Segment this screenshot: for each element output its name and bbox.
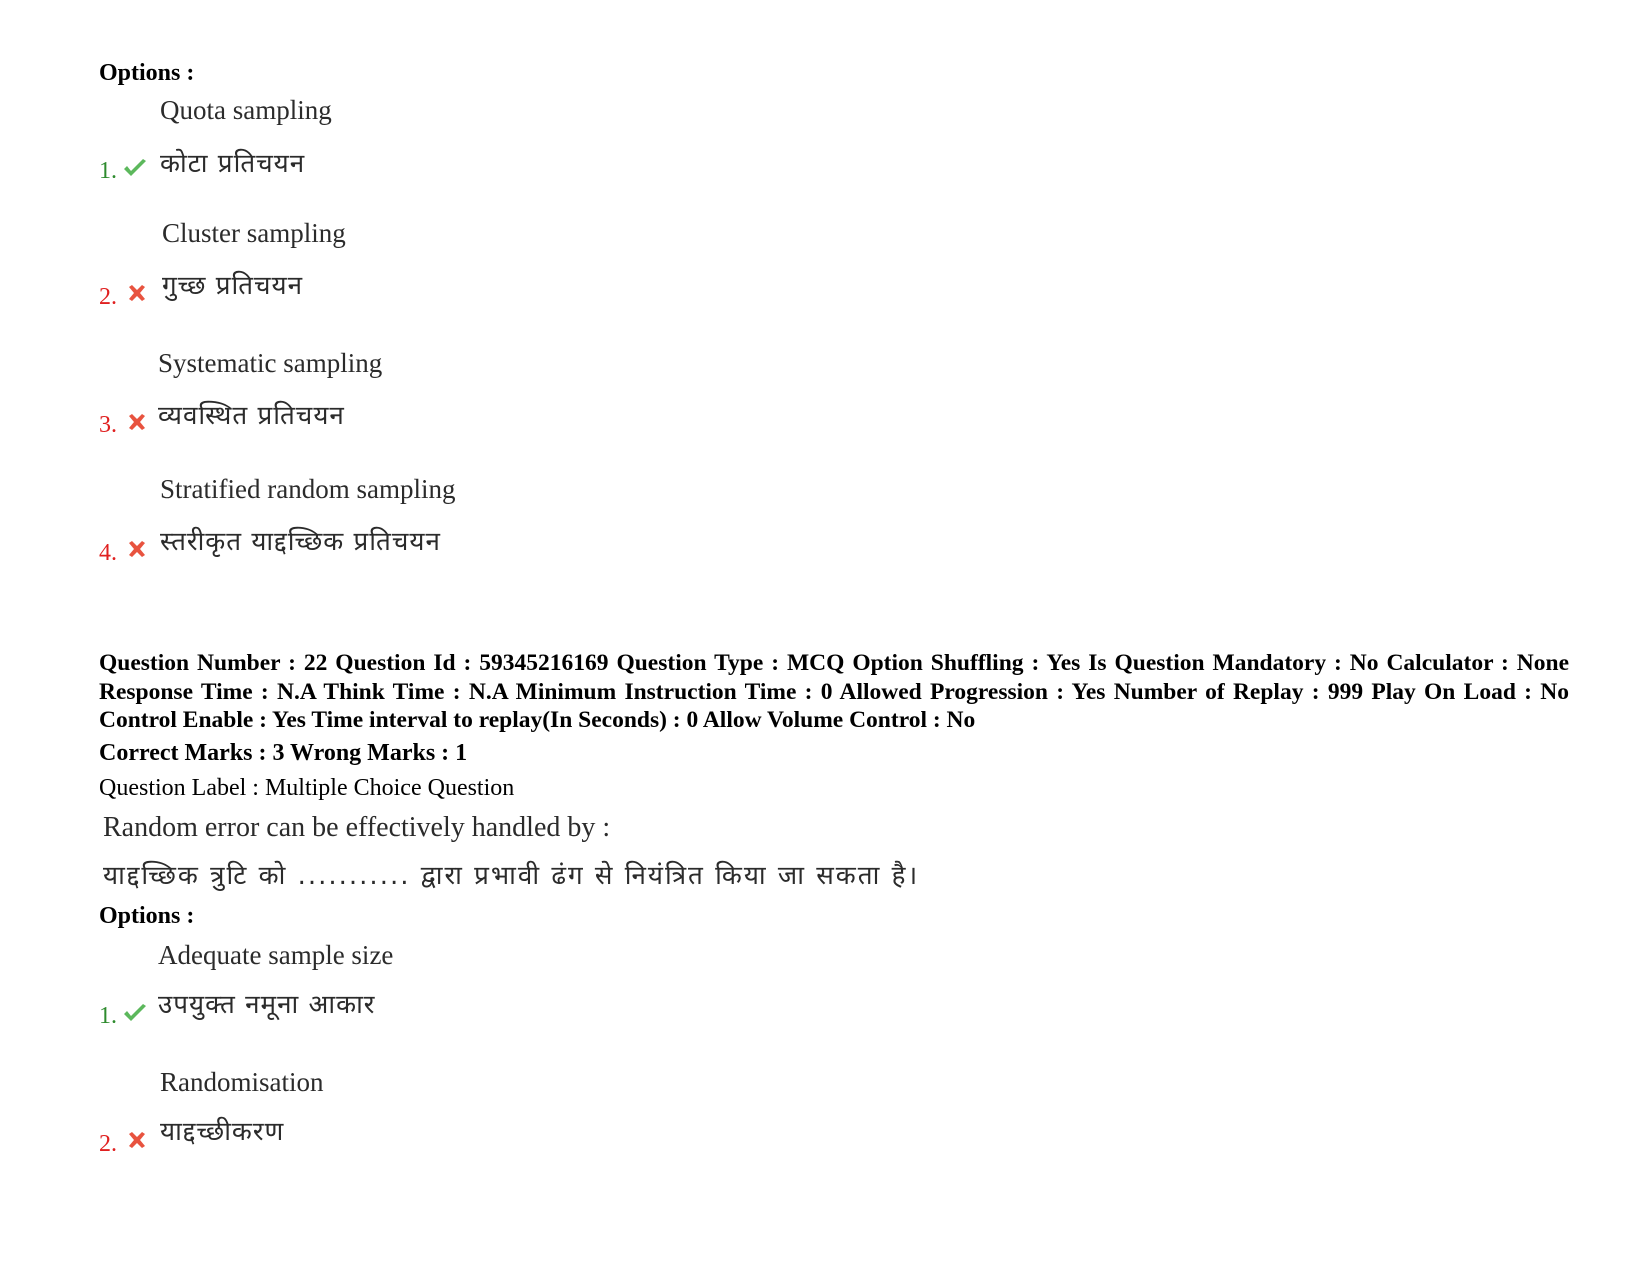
option-hindi-text: व्यवस्थित प्रतिचयन <box>158 401 345 431</box>
options-heading-prev: Options : <box>99 60 195 86</box>
option-english-text: Stratified random sampling <box>160 474 456 504</box>
option-number: 2. <box>99 284 117 310</box>
option-english-text: Systematic sampling <box>158 348 383 378</box>
marks-info: Correct Marks : 3 Wrong Marks : 1 <box>99 740 468 766</box>
option-number: 2. <box>99 1131 117 1157</box>
option-hindi-text: कोटा प्रतिचयन <box>160 149 306 179</box>
question-text-english: Random error can be effectively handled by : <box>103 812 611 843</box>
option-hindi-text: स्तरीकृत याद्दच्छिक प्रतिचयन <box>160 527 441 557</box>
check-icon <box>122 157 148 179</box>
cross-icon <box>124 539 150 561</box>
check-icon <box>122 1002 148 1024</box>
question-text-hindi: याद्दच्छिक त्रुटि को ........... द्वारा प्रभावी ढंग से नियंत्रित किया जा सकता है। <box>103 861 920 891</box>
option-number: 1. <box>99 1003 117 1029</box>
option-english-text: Randomisation <box>160 1067 324 1097</box>
cross-icon <box>124 412 150 434</box>
cross-icon <box>124 1130 150 1152</box>
option-english-text: Cluster sampling <box>162 218 346 248</box>
option-hindi-text: याद्दच्छीकरण <box>160 1117 285 1147</box>
option-number: 1. <box>99 158 117 184</box>
option-number: 3. <box>99 412 117 438</box>
question-meta: Question Number : 22 Question Id : 59345216169 Question Type : MCQ Option Shuffling : Yes Is Question Mandatory : No Calculator : None Response Time : N.A Think Time : N.A Minimum Instruction Time : 0 Allowed Progression : Yes Number of Replay : 999 Play On Load : No Control Enable : Yes Time interval to replay(In Seconds) : 0 Allow Volume Control : No <box>99 650 1569 733</box>
option-hindi-text: गुच्छ प्रतिचयन <box>162 271 304 301</box>
options-heading: Options : <box>99 903 195 929</box>
option-hindi-text: उपयुक्त नमूना आकार <box>158 990 376 1020</box>
option-english-text: Adequate sample size <box>158 940 394 970</box>
option-english-text: Quota sampling <box>160 95 332 125</box>
question-label: Question Label : Multiple Choice Question <box>99 775 515 801</box>
cross-icon <box>124 283 150 305</box>
option-number: 4. <box>99 540 117 566</box>
